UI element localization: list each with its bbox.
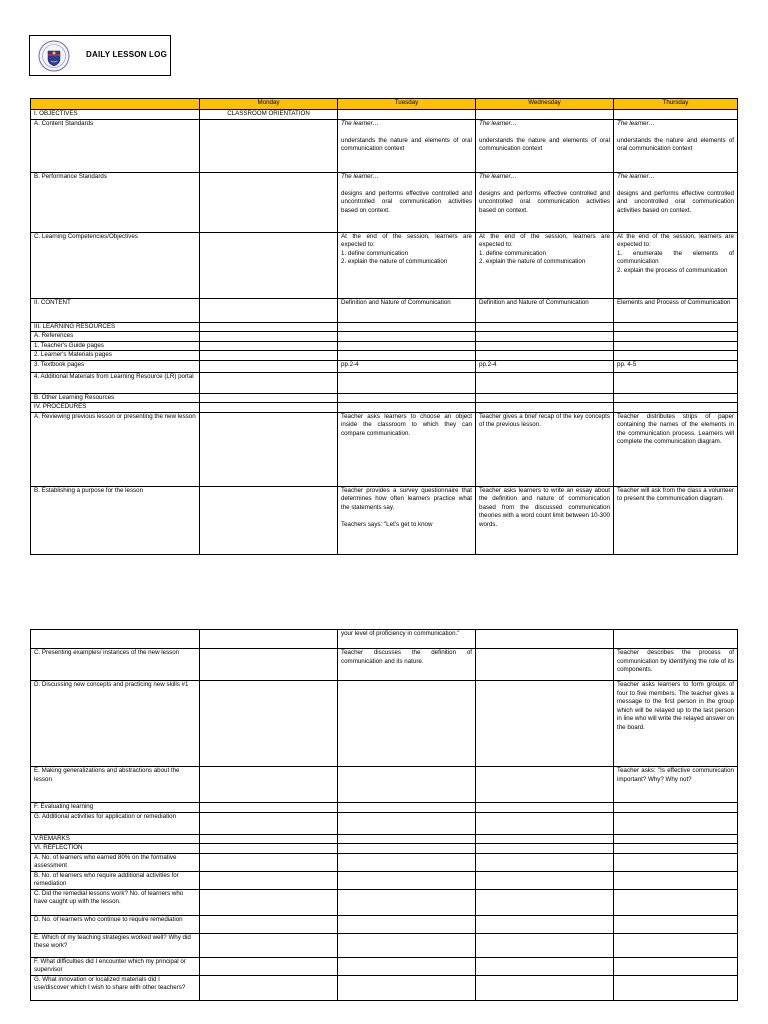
table-row [31,812,738,834]
table-cell: Elements and Process of Communication [614,298,738,322]
table-cell [476,812,614,834]
table-cell [614,844,738,854]
table-cell [338,957,476,975]
table-cell: The learner… understands the nature and elements of oral communication context [338,119,476,172]
table-cell [200,812,338,834]
row-label: I. OBJECTIVES [31,110,200,120]
table-cell: Teacher asks learners to write an essay about the definition and nature of communication based from the discussed communication theories with a word count limit between 10-300 words. [476,486,614,554]
table-row [31,322,738,332]
table-row [31,853,738,871]
row-label: 2. Learner's Materials pages [31,351,200,361]
table-cell [338,803,476,813]
table-cell: Teacher asks learners to choose an object inside the classroom to which they can compare communication. [338,412,476,486]
table-cell [476,889,614,915]
table-cell [338,767,476,803]
table-cell [200,853,338,871]
table-cell: Definition and Nature of Communication [338,298,476,322]
row-label: IV. PROCEDURES [31,403,200,413]
table-cell [338,812,476,834]
table-cell: Teacher provides a survey questionnaire that determines how often learners practice what the statements say. Teachers says: "Let's get to know [338,486,476,554]
table-row [31,871,738,889]
table-cell [476,915,614,933]
table-cell [476,767,614,803]
table-cell [614,110,738,120]
table-cell: The learner… designs and performs effective controlled and uncontrolled oral communication activities based on context. [476,172,614,232]
table-cell [200,332,338,342]
table-cell: Definition and Nature of Communication [476,298,614,322]
table-cell [200,630,338,649]
day-header-row [31,99,738,110]
table-cell: Teacher describes the process of communication by identifying the role of its components. [614,649,738,681]
table-cell [614,630,738,649]
page-title: DAILY LESSON LOG [86,50,167,59]
table-cell [338,853,476,871]
table-cell [476,341,614,351]
table-cell [200,834,338,844]
table-cell [614,915,738,933]
table-cell [614,871,738,889]
table-cell [614,834,738,844]
table-row [31,889,738,915]
row-label: F. What difficulties did I encounter which my principal or supervisor [31,957,200,975]
table-row [31,232,738,298]
row-label: II. CONTENT [31,298,200,322]
row-label: C. Presenting examples/ instances of the new lesson [31,649,200,681]
row-label: III. LEARNING RESOURCES [31,322,200,332]
table-cell [200,372,338,393]
table-row [31,933,738,957]
table-cell [614,812,738,834]
table-cell [338,871,476,889]
table-row [31,298,738,322]
row-label: A. References [31,332,200,342]
row-label: C. Learning Competencies/Objectives [31,232,200,298]
table-cell [338,351,476,361]
table-cell [476,844,614,854]
table-cell [614,351,738,361]
table-row [31,351,738,361]
row-label: G. Additional activities for application or remediation [31,812,200,834]
table-cell [614,803,738,813]
table-cell: At the end of the session, learners are expected to: 1. define communication 2. explain the nature of communication [338,232,476,298]
table-row [31,649,738,681]
day-header-blank [31,99,200,110]
table-cell [476,332,614,342]
table-cell: The learner… understands the nature and elements of oral communication context [614,119,738,172]
table-cell: Teacher gives a brief recap of the key concepts of the previous lesson. [476,412,614,486]
table-cell [476,933,614,957]
table-cell [200,649,338,681]
table-cell [476,322,614,332]
table-cell [338,889,476,915]
table-cell [338,844,476,854]
row-label: VI. REFLECTION [31,844,200,854]
table-row [31,630,738,649]
table-cell [200,915,338,933]
table-cell: At the end of the session, learners are expected to: 1. enumerate the elements of communication 2. explain the process of communication [614,232,738,298]
table-cell [200,232,338,298]
lesson-log-table-page-1 [30,98,738,555]
table-cell [476,351,614,361]
row-label: D. No. of learners who continue to require remediation [31,915,200,933]
table-cell [200,889,338,915]
table-cell [614,889,738,915]
table-cell [614,332,738,342]
table-cell [614,957,738,975]
table-cell [200,844,338,854]
table-cell [338,110,476,120]
table-cell [614,393,738,403]
table-cell [614,403,738,413]
table-cell [338,393,476,403]
table-row [31,403,738,413]
table-row [31,393,738,403]
table-cell: Teacher distributes strips of paper containing the names of the elements in the communication process. Learners will complete the communication diagram. [614,412,738,486]
row-label: C. Did the remedial lessons work? No. of learners who have caught up with the lesson. [31,889,200,915]
table-row [31,803,738,813]
day-header-monday: Monday [200,99,338,110]
table-cell [200,322,338,332]
table-row [31,172,738,232]
table-cell [614,341,738,351]
table-cell: Teacher asks: "Is effective communication important? Why? Why not? [614,767,738,803]
table-cell [200,341,338,351]
table-row [31,412,738,486]
row-label: V.REMARKS [31,834,200,844]
table-cell: pp.2-4 [338,360,476,372]
row-label: B. Performance Standards [31,172,200,232]
table-cell [476,681,614,767]
table-cell: pp.2-4 [476,360,614,372]
table-cell [476,834,614,844]
table-cell [200,933,338,957]
table-cell [200,957,338,975]
table-cell: your level of proficiency in communication." [338,630,476,649]
table-cell [200,486,338,554]
table-cell [200,360,338,372]
table-cell [200,803,338,813]
table-cell [614,853,738,871]
table-cell: At the end of the session, learners are expected to: 1. define communication 2. explain the nature of communication [476,232,614,298]
table-row [31,360,738,372]
table-cell [200,871,338,889]
table-cell [476,871,614,889]
table-row [31,110,738,120]
table-row [31,957,738,975]
table-cell [614,322,738,332]
table-cell [200,351,338,361]
row-label: F. Evaluating learning [31,803,200,813]
row-label: 1. Teacher's Guide pages [31,341,200,351]
table-cell: Teacher asks learners to form groups of four to five members. The teacher gives a message to the first person in the group which will be relayed up to the last person in line who will write the relayed answer on the board. [614,681,738,767]
table-cell: Teacher will ask from the class a volunteer to present the communication diagram. [614,486,738,554]
table-cell: Teacher discusses the definition of communication and its nature. [338,649,476,681]
table-cell [476,803,614,813]
table-row [31,486,738,554]
table-cell [200,403,338,413]
table-cell [476,403,614,413]
table-cell: The learner… designs and performs effective controlled and uncontrolled oral communication activities based on context. [338,172,476,232]
table-cell [200,172,338,232]
row-label: B. Establishing a purpose for the lesson [31,486,200,554]
row-label: A. Content Standards [31,119,200,172]
table-cell [476,110,614,120]
row-label: E. Making generalizations and abstractions about the lesson [31,767,200,803]
table-cell: CLASSROOM ORIENTATION [200,110,338,120]
row-label: A. Reviewing previous lesson or presenting the new lesson [31,412,200,486]
table-cell [200,119,338,172]
table-row [31,341,738,351]
table-cell [338,933,476,957]
row-label: A. No. of learners who earned 80% on the formative assessment [31,853,200,871]
day-header-wednesday: Wednesday [476,99,614,110]
table-cell [476,957,614,975]
row-label: E. Which of my teaching strategies worked well? Why did these work? [31,933,200,957]
table-cell [614,975,738,1000]
table-cell: The learner… understands the nature and elements of oral communication context [476,119,614,172]
table-row [31,834,738,844]
row-label: 4. Additional Materials from Learning Resource (LR) portal [31,372,200,393]
table-cell [338,322,476,332]
table-cell [200,412,338,486]
deped-seal-icon [38,40,70,72]
row-label: D. Discussing new concepts and practicing new skills #1 [31,681,200,767]
table-cell [338,975,476,1000]
table-row [31,844,738,854]
day-header-tuesday: Tuesday [338,99,476,110]
table-row [31,372,738,393]
table-cell [476,630,614,649]
table-cell [338,341,476,351]
table-cell [200,767,338,803]
table-cell [200,298,338,322]
row-label: G. What innovation or localized materials did I use/discover which I wish to share with other teachers? [31,975,200,1000]
lesson-log-header [29,35,171,76]
table-cell [476,393,614,403]
table-cell [476,975,614,1000]
table-cell [338,834,476,844]
table-cell [614,372,738,393]
row-label: B. No. of learners who require additional activities for remediation [31,871,200,889]
table-row [31,915,738,933]
table-cell: The learner… designs and performs effective controlled and uncontrolled oral communication activities based on context. [614,172,738,232]
table-row [31,119,738,172]
table-row [31,332,738,342]
table-cell [200,681,338,767]
lesson-log-table-page-2 [30,629,738,1001]
table-cell [200,975,338,1000]
table-cell [476,649,614,681]
table-cell [338,681,476,767]
table-cell [614,933,738,957]
day-header-thursday: Thursday [614,99,738,110]
row-label: 3. Textbook pages [31,360,200,372]
table-cell [338,403,476,413]
table-cell [476,372,614,393]
table-row [31,975,738,1000]
table-cell [338,915,476,933]
table-cell: pp. 4-5 [614,360,738,372]
table-cell [200,393,338,403]
table-cell [338,372,476,393]
table-row [31,681,738,767]
table-row [31,767,738,803]
row-label [31,630,200,649]
row-label: B. Other Learning Resources [31,393,200,403]
table-cell [476,853,614,871]
table-cell [338,332,476,342]
